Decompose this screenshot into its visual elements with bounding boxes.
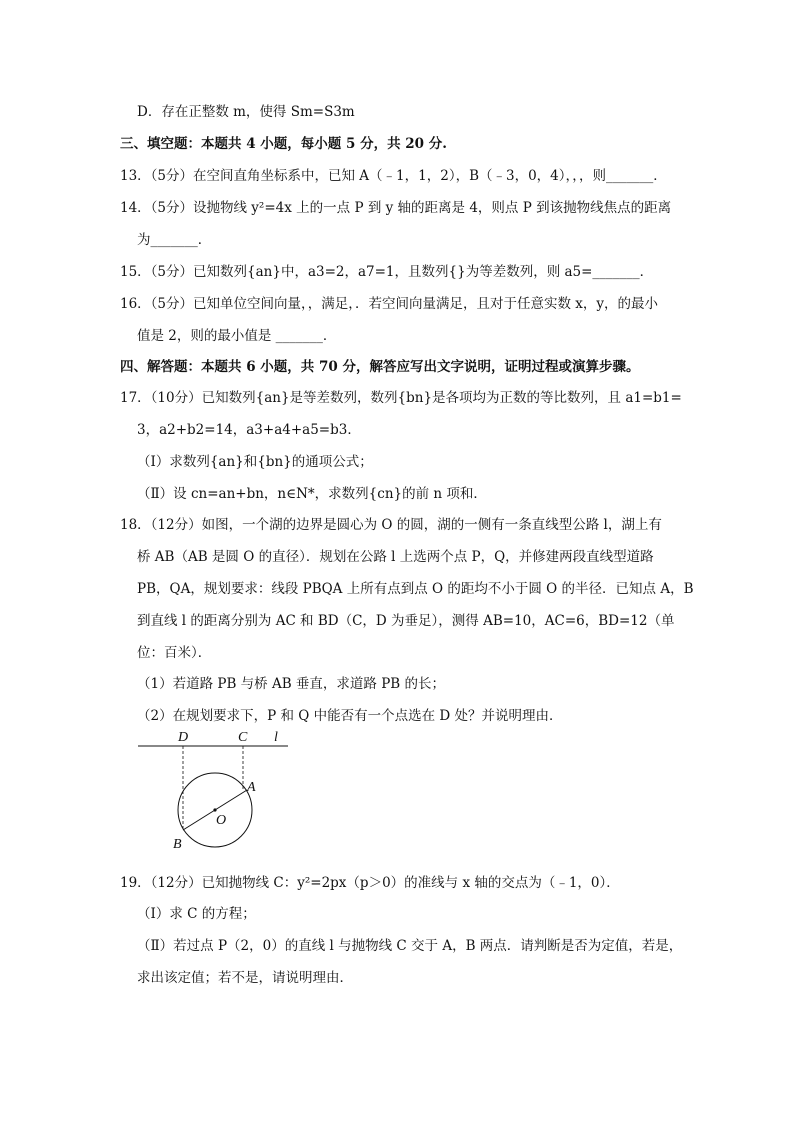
- question-17-cont: 3，a2+b2=14，a3+a4+a5=b3．: [137, 422, 361, 438]
- section-heading-fill-in: 三、填空题：本题共 4 小题，每小题 5 分，共 20 分.: [120, 136, 447, 152]
- question-17-part-2: （Ⅱ）设 cn=an+bn，n∈N*，求数列{cn}的前 n 项和．: [137, 486, 487, 502]
- label-b: B: [173, 837, 182, 852]
- question-18: 18．（12分）如图，一个湖的边界是圆心为 O 的圆，湖的一侧有一条直线型公路 l，湖上有: [120, 517, 662, 533]
- option-d: D．存在正整数 m，使得 Sm=S3m: [137, 104, 355, 120]
- question-13: 13．（5分）在空间直角坐标系中，已知 A（﹣1，1，2），B（﹣3，0，4），，，则_______．: [120, 168, 667, 184]
- question-19-part-2-cont: 求出该定值；若不是，请说明理由．: [137, 970, 353, 986]
- question-17: 17．（10分）已知数列{an}是等差数列，数列{bn}是各项均为正数的等比数列，且 a1=b1=: [120, 390, 682, 406]
- question-17-part-1: （Ⅰ）求数列{an}和{bn}的通项公式；: [137, 454, 373, 470]
- question-18-line-3: PB，QA，规划要求：线段 PBQA 上所有点到点 O 的距均不小于圆 O 的半径．已知点 A，B: [137, 581, 694, 597]
- section-heading-solve: 四、解答题：本题共 6 小题，共 70 分，解答应写出文字说明，证明过程或演算步骤。: [120, 359, 640, 375]
- question-18-part-1: （1）若道路 PB 与桥 AB 垂直，求道路 PB 的长；: [137, 676, 446, 692]
- label-d: D: [178, 730, 189, 745]
- question-19-part-1: （Ⅰ）求 C 的方程；: [137, 906, 256, 922]
- question-18-line-2: 桥 AB（AB 是圆 O 的直径）．规划在公路 l 上选两个点 P，Q，并修建两段直线型道路: [137, 549, 654, 565]
- question-18-line-5: 位：百米）．: [137, 645, 212, 661]
- lake-road-diagram: [130, 726, 300, 856]
- question-19-part-2: （Ⅱ）若过点 P（2，0）的直线 l 与抛物线 C 交于 A，B 两点．请判断是否为定值，若是，: [137, 938, 683, 954]
- center-point-o: [213, 808, 216, 811]
- lake-road-figure: [130, 726, 300, 856]
- label-l: l: [274, 730, 278, 745]
- question-15: 15．（5分）已知数列{an}中，a3=2，a7=1，且数列{}为等差数列，则 a5=_______．: [120, 264, 654, 280]
- question-19: 19．（12分）已知抛物线 C：y²=2px（p＞0）的准线与 x 轴的交点为（﹣1，0）．: [120, 875, 620, 891]
- label-a: A: [247, 780, 256, 795]
- question-18-line-4: 到直线 l 的距离分别为 AC 和 BD（C，D 为垂足），测得 AB=10，AC=6，BD=12（单: [137, 613, 675, 629]
- label-o: O: [216, 813, 227, 828]
- question-14: 14．（5分）设抛物线 y²=4x 上的一点 P 到 y 轴的距离是 4，则点 P 到该抛物线焦点的距离: [120, 200, 672, 216]
- label-c: C: [238, 730, 248, 745]
- question-18-part-2: （2）在规划要求下，P 和 Q 中能否有一个点选在 D 处？并说明理由．: [137, 708, 563, 724]
- question-14-cont: 为_______．: [137, 232, 212, 248]
- question-16-cont: 值是 2，则的最小值是 _______．: [137, 328, 337, 344]
- question-16: 16．（5分）已知单位空间向量，，满足，．若空间向量满足，且对于任意实数 x，y，的最小: [120, 296, 659, 312]
